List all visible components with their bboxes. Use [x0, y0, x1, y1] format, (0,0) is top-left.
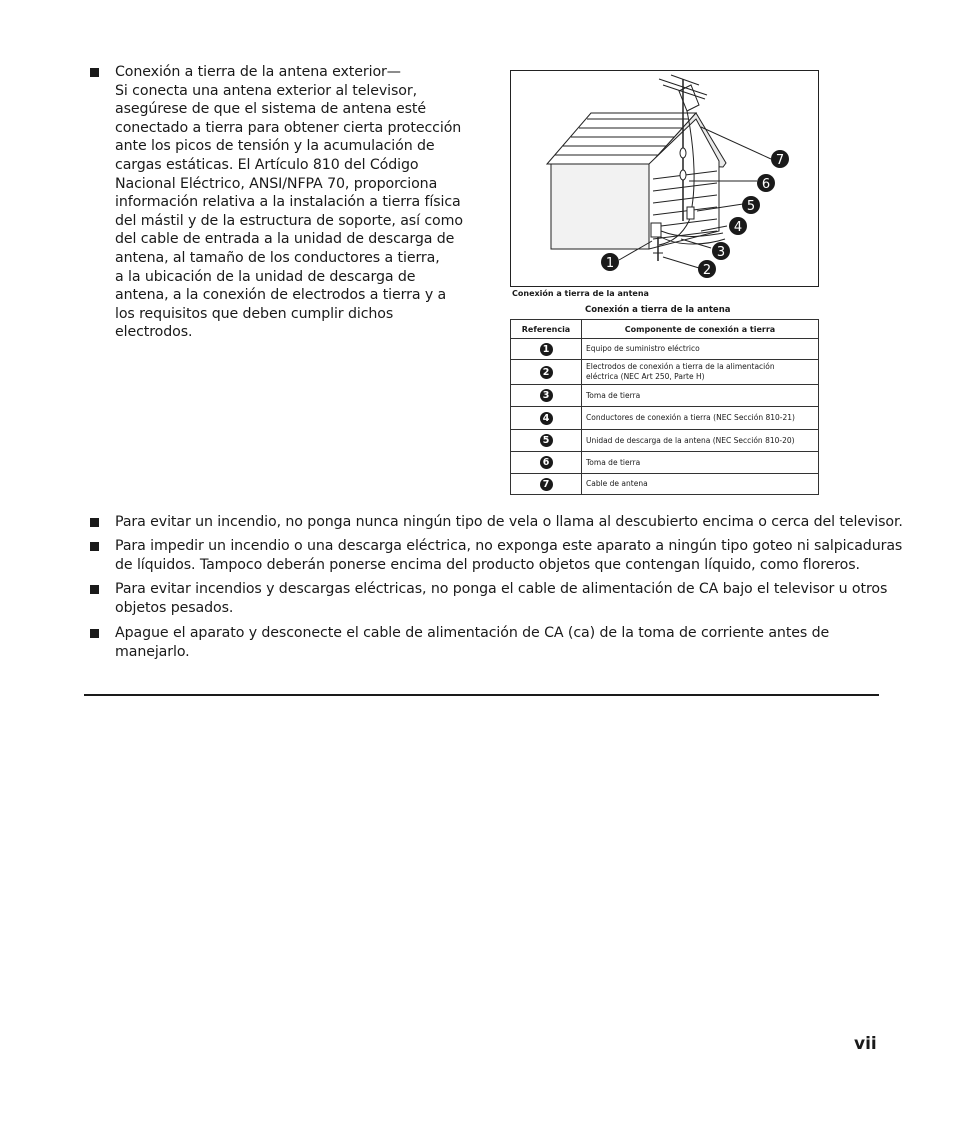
table-title: Conexión a tierra de la antena [585, 305, 731, 315]
svg-text:5: 5 [746, 199, 756, 214]
bullet-line: manejarlo. [115, 643, 190, 660]
reference-number: 5 [540, 434, 553, 447]
safety-bullet-4 [115, 624, 829, 661]
paragraph-line: conectado a tierra para obtener cierta protección [115, 119, 462, 136]
paragraph-line: información relativa a la instalación a tierra física [115, 194, 461, 211]
antenna-grounding-paragraph [115, 63, 463, 342]
table-row [511, 360, 819, 385]
bullet-line: Para evitar incendios y descargas eléctricas, no ponga el cable de alimentación de CA bajo el televisor u otros [115, 581, 888, 597]
reference-number: 7 [540, 478, 553, 491]
discharge-unit [687, 207, 694, 219]
bullet-line: Apague el aparato y desconecte el cable de alimentación de CA (ca) de la toma de corriente antes de [115, 625, 830, 641]
grounding-components-table [510, 319, 819, 495]
bullet-marker [90, 542, 99, 551]
section-divider [84, 694, 879, 696]
bullet-marker [90, 585, 99, 594]
callout-1 [601, 253, 619, 271]
component-cell [582, 385, 819, 407]
svg-text:1: 1 [605, 256, 615, 271]
bullet-marker [90, 629, 99, 638]
svg-text:2: 2 [702, 263, 712, 278]
paragraph-line: antena, al tamaño de los conductores a tierra, [115, 249, 440, 266]
paragraph-line: cargas estáticas. El Artículo 810 del Código [115, 156, 419, 173]
column-header-reference: Referencia [511, 320, 582, 339]
paragraph-line: los requisitos que deben cumplir dichos [115, 305, 394, 322]
paragraph-line: asegúrese de que el sistema de antena esté [115, 101, 427, 118]
component-text: Electrodos de conexión a tierra de la alimentación [586, 362, 775, 371]
table-row [511, 407, 819, 430]
bullet-line: de líquidos. Tampoco deberán ponerse encima del producto objetos que contengan líquido, como floreros. [115, 556, 860, 573]
component-text: Conductores de conexión a tierra (NEC Sección 810-21) [586, 413, 795, 422]
reference-number: 4 [540, 412, 553, 425]
safety-bullet-3 [115, 580, 887, 617]
svg-text:7: 7 [775, 153, 785, 168]
callout-5 [742, 196, 760, 214]
paragraph-line: del mástil y de la estructura de soporte, así como [115, 212, 463, 229]
callout-6 [757, 174, 775, 192]
callout-3 [712, 242, 730, 260]
table-row [511, 452, 819, 474]
callout-7 [771, 150, 789, 168]
paragraph-line: electrodos. [115, 324, 193, 341]
table-header-row [511, 320, 819, 339]
table-row [511, 430, 819, 452]
component-cell [582, 452, 819, 474]
paragraph-line: Conexión a tierra de la antena exterior— [115, 64, 401, 80]
paragraph-line: del cable de entrada a la unidad de descarga de [115, 231, 455, 248]
service-equipment [651, 223, 661, 237]
component-text: Cable de antena [586, 479, 648, 488]
component-text: Equipo de suministro eléctrico [586, 344, 700, 353]
reference-number: 2 [540, 366, 553, 379]
bullet-marker [90, 68, 99, 77]
component-cell [582, 430, 819, 452]
component-text: Toma de tierra [586, 390, 641, 400]
component-cell [582, 360, 819, 385]
component-cell [582, 339, 819, 360]
callout-4 [729, 217, 747, 235]
paragraph-line: a la ubicación de la unidad de descarga de [115, 268, 416, 285]
column-header-component: Componente de conexión a tierra [582, 320, 819, 339]
paragraph-line: Si conecta una antena exterior al televisor, [115, 82, 418, 99]
component-text: eléctrica (NEC Art 250, Parte H) [586, 372, 705, 381]
table-row [511, 474, 819, 495]
component-text: Unidad de descarga de la antena (NEC Sección 810-20) [586, 435, 795, 445]
bullet-line: Para evitar un incendio, no ponga nunca ningún tipo de vela o llama al descubierto encima o cerca del televisor. [115, 514, 903, 530]
reference-number: 6 [540, 456, 553, 469]
house-front-wall [551, 164, 649, 249]
svg-text:4: 4 [733, 220, 743, 235]
bullet-line: objetos pesados. [115, 599, 234, 616]
callout-2 [698, 260, 716, 278]
component-cell [582, 474, 819, 495]
component-cell [582, 407, 819, 430]
page-number: vii [854, 1034, 877, 1054]
paragraph-line: ante los picos de tensión y la acumulación de [115, 138, 435, 155]
safety-bullet-1 [115, 513, 903, 532]
table-row [511, 339, 819, 360]
bullet-marker [90, 518, 99, 527]
house-antenna-illustration [511, 71, 820, 288]
table-row [511, 385, 819, 407]
component-text: Toma de tierra [586, 457, 641, 467]
paragraph-line: antena, a la conexión de electrodos a tierra y a [115, 287, 447, 304]
reference-number: 3 [540, 389, 553, 402]
reference-number: 1 [540, 343, 553, 356]
paragraph-line: Nacional Eléctrico, ANSI/NFPA 70, proporciona [115, 175, 438, 192]
figure-caption: Conexión a tierra de la antena [512, 289, 649, 298]
svg-text:3: 3 [716, 245, 726, 260]
svg-text:6: 6 [761, 177, 771, 192]
antenna-grounding-figure [510, 70, 819, 287]
safety-bullet-2 [115, 537, 902, 574]
bullet-line: Para impedir un incendio o una descarga eléctrica, no exponga este aparato a ningún tipo goteo ni salpicaduras [115, 538, 903, 554]
